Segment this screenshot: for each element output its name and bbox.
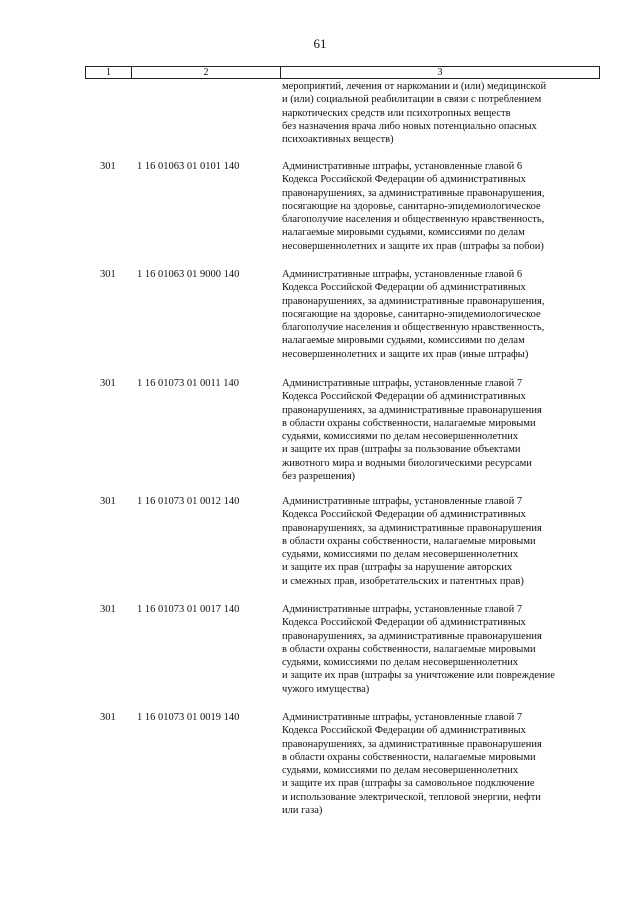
continued-text: мероприятий, лечения от наркомании и (или) медицинской и (или) социальной реабилитации в связи с потреблением наркотических средств или психотропных веществ без назначения врача либо новых потенциально опасных психоактивных веществ) — [282, 81, 547, 146]
row-description: Административные штрафы, установленные главой 7 Кодекса Российской Федерации об административных правонарушениях, за административные правонарушения в области охраны собственности, налагаемые мировыми судьями, комиссиями по делам несовершеннолетних и защите их прав (штрафы за уничтожение или повреждение чужого имущества) — [282, 604, 555, 695]
header-col-2: 2 — [132, 67, 281, 78]
row-description: Административные штрафы, установленные главой 7 Кодекса Российской Федерации об административных правонарушениях, за административные правонарушения в области охраны собственности, налагаемые мировыми судьями, комиссиями по делам несовершеннолетних и защите их прав (штрафы за нарушение авторских и смежных прав, изобретательских и патентных прав) — [282, 496, 542, 587]
row-description: Административные штрафы, установленные главой 7 Кодекса Российской Федерации об административных правонарушениях, за административные правонарушения в области охраны собственности, налагаемые мировыми судьями, комиссиями по делам несовершеннолетних и защите их прав (штрафы за пользование объектами животного мира и водными биологическими ресурсами без разрешения) — [282, 378, 542, 483]
budget-code: 1 16 01063 01 9000 140 — [137, 269, 240, 280]
admin-code: 301 — [100, 378, 116, 389]
budget-code: 1 16 01063 01 0101 140 — [137, 161, 240, 172]
row-description: Административные штрафы, установленные главой 6 Кодекса Российской Федерации об административных правонарушениях, за административные правонарушения, посягающие на здоровье, санитарно-эпидемиологическое благополучие населения и общественную нравственность, налагаемые мировыми судьями, комиссиями по делам несовершеннолетних и защите их прав (иные штрафы) — [282, 269, 545, 360]
row-description: Административные штрафы, установленные главой 6 Кодекса Российской Федерации об административных правонарушениях, за административные правонарушения, посягающие на здоровье, санитарно-эпидемиологическое благополучие населения и общественную нравственность, налагаемые мировыми судьями, комиссиями по делам несовершеннолетних и защите их прав (штрафы за побои) — [282, 161, 545, 252]
admin-code: 301 — [100, 161, 116, 172]
header-col-1: 1 — [86, 67, 132, 78]
page-number: 61 — [313, 36, 327, 51]
admin-code: 301 — [100, 269, 116, 280]
table-header — [85, 66, 600, 79]
budget-code: 1 16 01073 01 0019 140 — [137, 712, 240, 723]
budget-code: 1 16 01073 01 0011 140 — [137, 378, 239, 389]
budget-code: 1 16 01073 01 0012 140 — [137, 496, 240, 507]
row-description: Административные штрафы, установленные главой 7 Кодекса Российской Федерации об административных правонарушениях, за административные правонарушения в области охраны собственности, налагаемые мировыми судьями, комиссиями по делам несовершеннолетних и защите их прав (штрафы за самовольное подключение и использование электрической, тепловой энергии, нефти или газа) — [282, 712, 542, 817]
budget-code: 1 16 01073 01 0017 140 — [137, 604, 240, 615]
admin-code: 301 — [100, 496, 116, 507]
admin-code: 301 — [100, 712, 116, 723]
header-col-3: 3 — [437, 67, 443, 78]
admin-code: 301 — [100, 604, 116, 615]
